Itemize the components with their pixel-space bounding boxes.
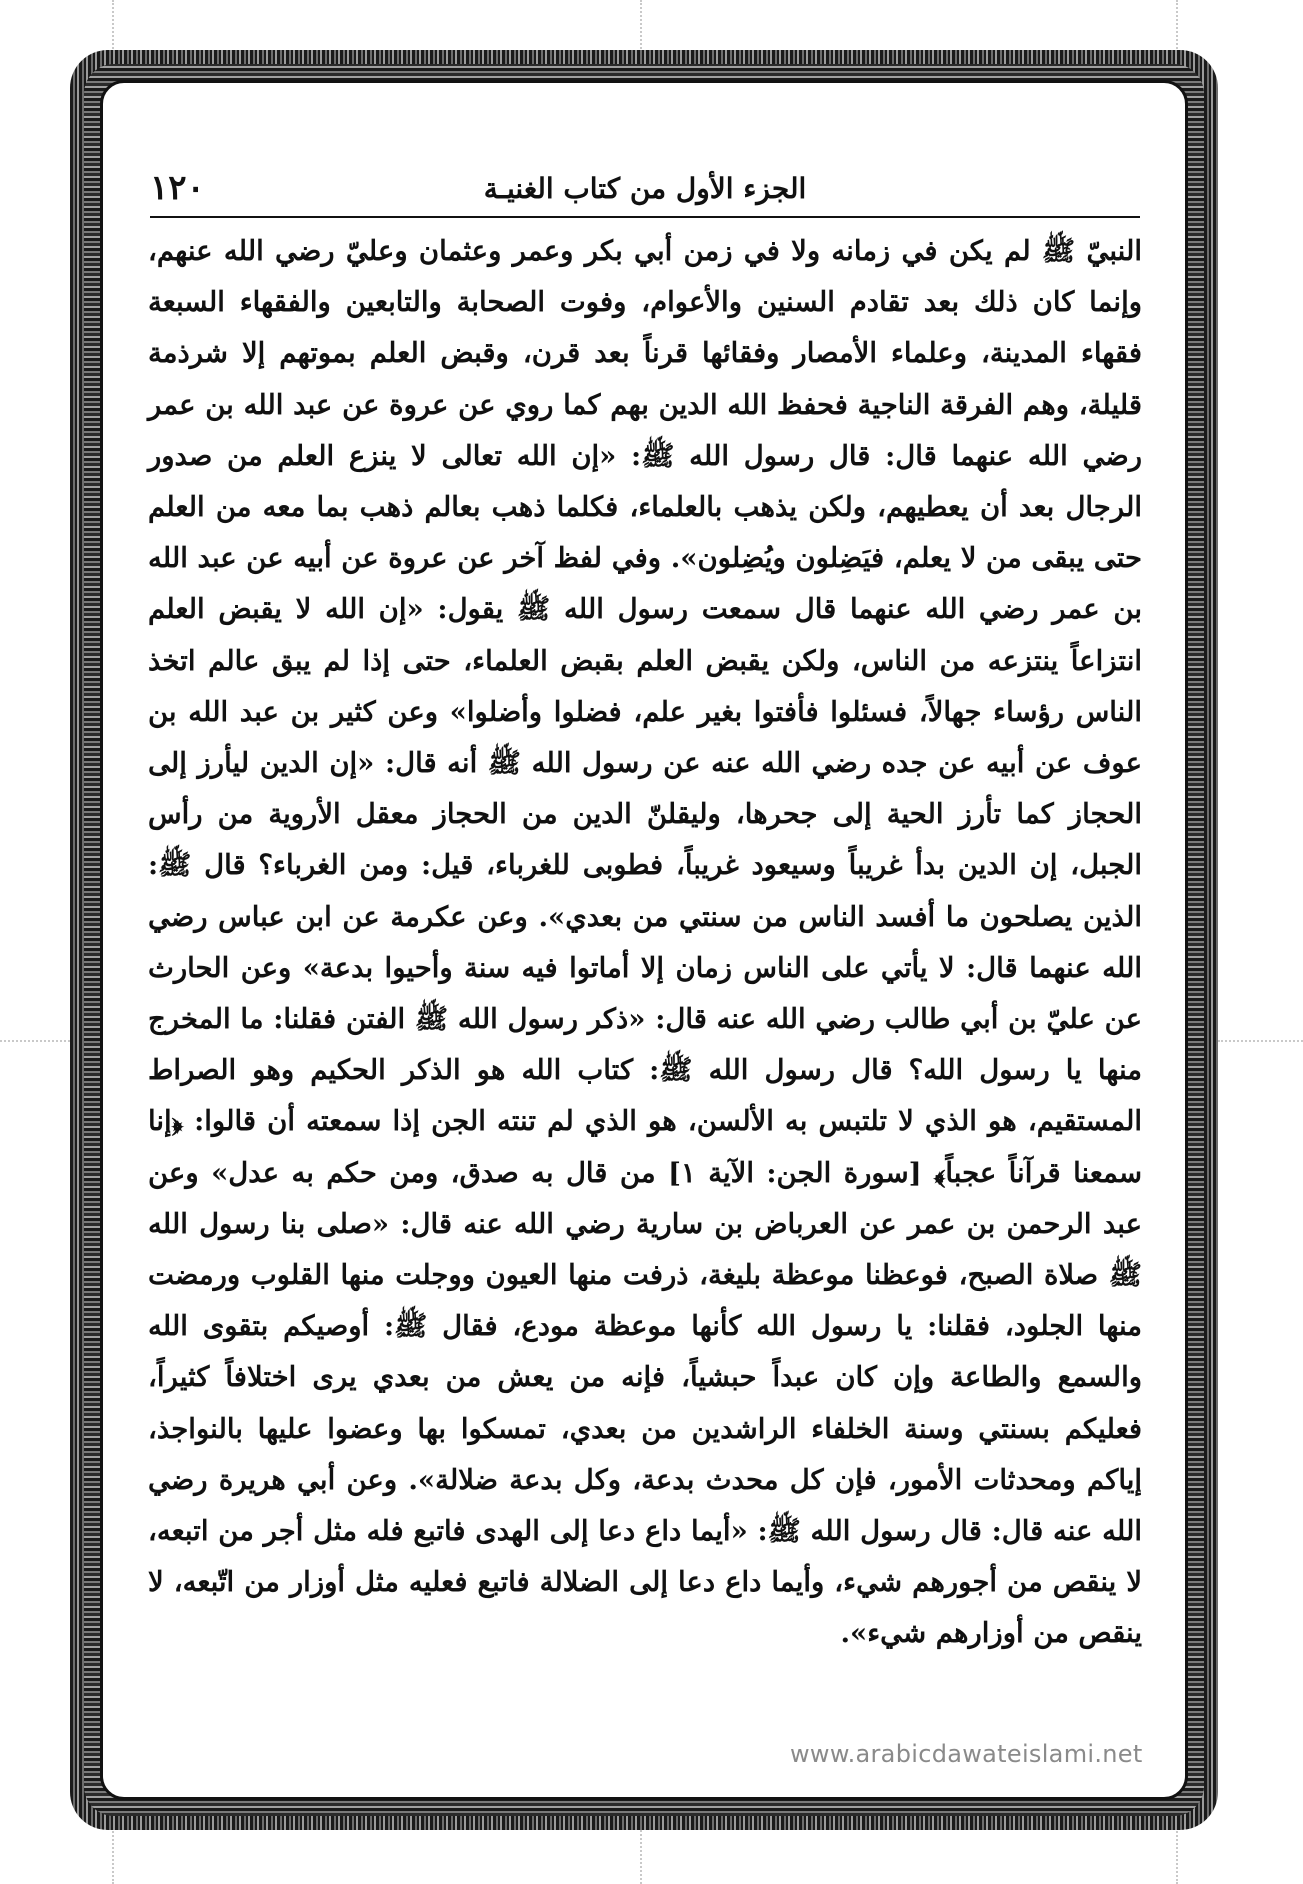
- running-title: الجزء الأول من كتاب الغنيـة: [483, 172, 807, 205]
- page-header: [150, 168, 1140, 218]
- page-number: ١٢٠: [150, 168, 205, 208]
- scan-guide-line: [1218, 1040, 1303, 1042]
- body-paragraph: النبيّ ﷺ لم يكن في زمانه ولا في زمن أبي بكر وعمر وعثمان وعليّ رضي الله عنهم، وإنما كان ذلك بعد تقادم السنين والأعوام، وفوت الصحابة والتابعين والفقهاء السبعة فقهاء المدينة، وعلماء الأمصار وفقائها قرناً بعد قرن، وقبض العلم بموتهم إلا شرذمة قليلة، وهم الفرقة الناجية فحفظ الله الدين بهم كما روي عن عروة عن عبد الله بن عمر رضي الله عنهما قال: قال رسول الله ﷺ: «إن الله تعالى لا ينزع العلم من صدور الرجال بعد أن يعطيهم، ولكن يذهب بالعلماء، فكلما ذهب بعالم ذهب بما معه من العلم حتى يبقى من لا يعلم، فيَضِلون ويُضِلون». وفي لفظ آخر عن عروة عن أبيه عن عبد الله بن عمر رضي الله عنهما قال سمعت رسول الله ﷺ يقول: «إن الله لا يقبض العلم انتزاعاً ينتزعه من الناس، ولكن يقبض العلم بقبض العلماء، حتى إذا لم يبق عالم اتخذ الناس رؤساء جهالاً، فسئلوا فأفتوا بغير علم، فضلوا وأضلوا» وعن كثير بن عبد الله بن عوف عن أبيه عن جده رضي الله عنه عن رسول الله ﷺ أنه قال: «إن الدين ليأرز إلى الحجاز كما تأرز الحية إلى جحرها، وليقلنّ الدين من الحجاز معقل الأروية من رأس الجبل، إن الدين بدأ غريباً وسيعود غريباً، فطوبى للغرباء، قيل: ومن الغرباء؟ قال ﷺ: الذين يصلحون ما أفسد الناس من سنتي من بعدي». وعن عكرمة عن ابن عباس رضي الله عنهما قال: لا يأتي على الناس زمان إلا أماتوا فيه سنة وأحيوا بدعة» وعن الحارث عن عليّ بن أبي طالب رضي الله عنه قال: «ذكر رسول الله ﷺ الفتن فقلنا: ما المخرج منها يا رسول الله؟ قال رسول الله ﷺ: كتاب الله هو الذكر الحكيم وهو الصراط المستقيم، هو الذي لا تلتبس به الألسن، هو الذي لم تنته الجن إذا سمعته أن قالوا: ﴿إنا سمعنا قرآناً عجباً﴾ [سورة الجن: الآية ١] من قال به صدق، ومن حكم به عدل» وعن عبد الرحمن بن عمر عن العرباض بن سارية رضي الله عنه قال: «صلى بنا رسول الله ﷺ صلاة الصبح، فوعظنا موعظة بليغة، ذرفت منها العيون ووجلت منها القلوب ورمضت منها الجلود، فقلنا: يا رسول الله كأنها موعظة مودع، فقال ﷺ: أوصيكم بتقوى الله والسمع والطاعة وإن كان عبداً حبشياً، فإنه من يعش من بعدي يرى اختلافاً كثيراً، فعليكم بسنتي وسنة الخلفاء الراشدين من بعدي، تمسكوا بها وعضوا عليها بالنواجذ، إياكم ومحدثات الأمور، فإن كل محدث بدعة، وكل بدعة ضلالة». وعن أبي هريرة رضي الله عنه قال: قال رسول الله ﷺ: «أيما داع دعا إلى الهدى فاتبع فله مثل أجر من اتبعه، لا ينقص من أجورهم شيء، وأيما داع دعا إلى الضلالة فاتبع فعليه مثل أوزار من اتّبعه، لا ينقص من أوزارهم شيء».: [148, 235, 1142, 1650]
- watermark-url: www.arabicdawateislami.net: [790, 1740, 1143, 1768]
- body-text: [148, 226, 1142, 1660]
- scan-guide-line: [640, 1830, 642, 1884]
- scan-guide-line: [0, 1040, 70, 1042]
